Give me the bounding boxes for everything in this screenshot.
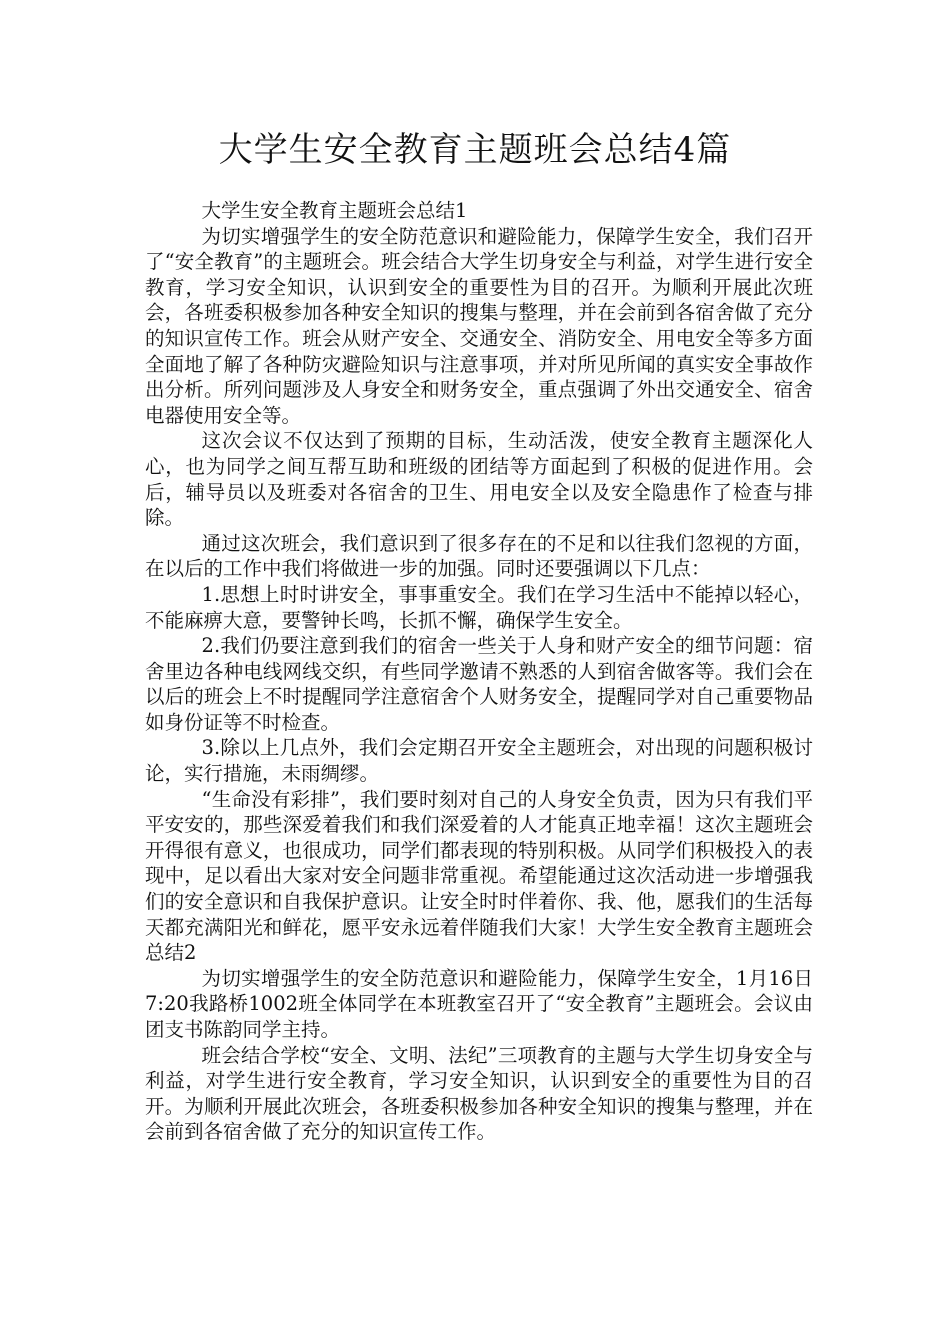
list-item-3: 3.除以上几点外，我们会定期召开安全主题班会，对出现的问题积极讨论，实行措施，未雨绸缪。	[145, 736, 813, 786]
paragraph: “生命没有彩排”，我们要时刻对自己的人身安全负责，因为只有我们平平安安的，那些深爱着我们和我们深爱着的人才能真正地幸福！这次主题班会开得很有意义，也很成功，同学们都表现的特别积极。从同学们积极投入的表现中，足以看出大家对安全问题非常重视。希望能通过这次活动进一步增强我们的安全意识和自我保护意识。让安全时时伴着你、我、他，愿我们的生活每天都充满阳光和鲜花，愿平安永远着伴随我们大家！大学生安全教育主题班会总结2	[145, 787, 813, 965]
paragraph: 通过这次班会，我们意识到了很多存在的不足和以往我们忽视的方面，在以后的工作中我们将做进一步的加强。同时还要强调以下几点：	[145, 531, 813, 581]
document-title: 大学生安全教育主题班会总结4篇	[218, 130, 732, 170]
paragraph: 为切实增强学生的安全防范意识和避险能力，保障学生安全，1月16日7:20我路桥1002班全体同学在本班教室召开了“安全教育”主题班会。会议由团支书陈韵同学主持。	[145, 966, 813, 1041]
paragraph: 班会结合学校“安全、文明、法纪”三项教育的主题与大学生切身安全与利益，对学生进行安全教育，学习安全知识，认识到安全的重要性为目的召开。为顺利开展此次班会，各班委积极参加各种安全知识的搜集与整理，并在会前到各宿舍做了充分的知识宣传工作。	[145, 1043, 813, 1144]
paragraph: 为切实增强学生的安全防范意识和避险能力，保障学生安全，我们召开了“安全教育”的主题班会。班会结合大学生切身安全与利益，对学生进行安全教育，学习安全知识，认识到安全的重要性为目的召开。为顺利开展此次班会，各班委积极参加各种安全知识的搜集与整理，并在会前到各宿舍做了充分的知识宣传工作。班会从财产安全、交通安全、消防安全、用电安全等多方面全面地了解了各种防灾避险知识与注意事项，并对所见所闻的真实安全事故作出分析。所列问题涉及人身安全和财务安全，重点强调了外出交通安全、宿舍电器使用安全等。	[145, 224, 813, 427]
paragraph: 这次会议不仅达到了预期的目标，生动活泼，使安全教育主题深化人心，也为同学之间互帮互助和班级的团结等方面起到了积极的促进作用。会后，辅导员以及班委对各宿舍的卫生、用电安全以及安全隐患作了检查与排除。	[145, 429, 813, 530]
section-heading-1: 大学生安全教育主题班会总结1	[201, 199, 468, 222]
document-body	[145, 198, 813, 1145]
list-item-2: 2.我们仍要注意到我们的宿舍一些关于人身和财产安全的细节问题：宿舍里边各种电线网线交织，有些同学邀请不熟悉的人到宿舍做客等。我们会在以后的班会上不时提醒同学注意宿舍个人财务安全，提醒同学对自己重要物品如身份证等不时检查。	[145, 634, 813, 734]
list-item-1: 1.思想上时时讲安全，事事重安全。我们在学习生活中不能掉以轻心，不能麻痹大意，要警钟长鸣，长抓不懈，确保学生安全。	[145, 582, 813, 632]
